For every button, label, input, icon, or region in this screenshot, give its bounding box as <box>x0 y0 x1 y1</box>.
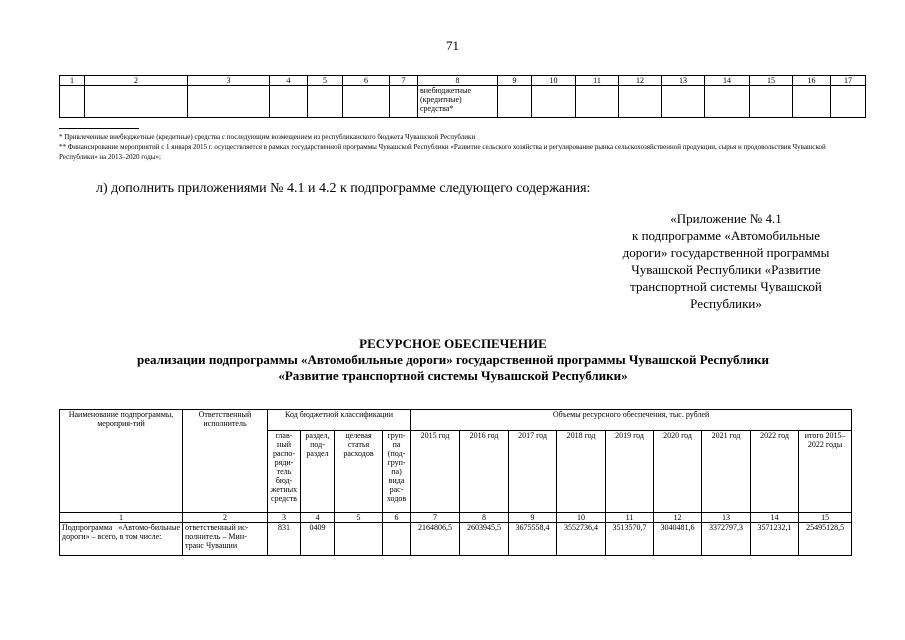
col-num: 9 <box>498 76 532 86</box>
header-volumes: Объемы ресурсного обеспечения, тыс. рублей <box>411 410 852 431</box>
header-total: итого 2015–2022 годы <box>799 431 852 513</box>
value-cell: 3372797,3 <box>702 523 751 556</box>
col-num: 7 <box>411 513 460 523</box>
document-heading <box>59 336 847 384</box>
col-num: 14 <box>751 513 799 523</box>
cell <box>85 86 188 118</box>
total-cell: 25495128,5 <box>799 523 852 556</box>
page-number: 71 <box>446 38 459 53</box>
appendix-line: транспортной системы Чувашской <box>630 279 822 294</box>
header-name: Наименование подпрограммы, мероприя-тий <box>60 410 183 513</box>
value-cell: 3040481,6 <box>654 523 702 556</box>
cell <box>619 86 662 118</box>
cell <box>343 86 390 118</box>
cell <box>308 86 343 118</box>
value-cell: 3513570,7 <box>606 523 654 556</box>
col-num: 14 <box>705 76 750 86</box>
cell <box>390 86 418 118</box>
cell <box>188 86 270 118</box>
appendix-line: дороги» государственной программы <box>622 245 830 260</box>
value-cell: 2164806,5 <box>411 523 460 556</box>
col-num: 15 <box>799 513 852 523</box>
col-num: 3 <box>268 513 301 523</box>
col-num: 13 <box>702 513 751 523</box>
col-num: 6 <box>383 513 411 523</box>
col-num: 2 <box>183 513 268 523</box>
header-razdel: раздел, под-раздел <box>301 431 335 513</box>
statya-cell <box>335 523 383 556</box>
col-num: 10 <box>557 513 606 523</box>
col-num: 17 <box>831 76 866 86</box>
col-num: 4 <box>301 513 335 523</box>
razdel-cell: 0409 <box>301 523 335 556</box>
col-num: 1 <box>60 76 85 86</box>
value-cell: 3552736,4 <box>557 523 606 556</box>
col-num: 10 <box>532 76 576 86</box>
appendix-line: к подпрограмме «Автомобильные <box>632 228 820 243</box>
subprogram-name-cell: Подпрограмма «Автомо-бильные дороги» – всего, в том числе: <box>60 523 183 556</box>
cell <box>705 86 750 118</box>
header-executor: Ответственный исполнитель <box>183 410 268 513</box>
col-num: 7 <box>390 76 418 86</box>
col-num: 6 <box>343 76 390 86</box>
appendix-line: Республики» <box>690 296 762 311</box>
header-year: 2017 год <box>509 431 557 513</box>
footnotes <box>59 132 849 162</box>
amendment-text: л) дополнить приложениями № 4.1 и 4.2 к подпрограмме следующего содержания: <box>96 181 591 196</box>
header-statya: целевая статья расходов <box>335 431 383 513</box>
header-year: 2019 год <box>606 431 654 513</box>
continuation-table <box>59 75 866 118</box>
header-year: 2018 год <box>557 431 606 513</box>
table-row <box>60 86 866 118</box>
col-num: 8 <box>460 513 509 523</box>
col-num: 16 <box>793 76 831 86</box>
col-num: 3 <box>188 76 270 86</box>
footnote: * Привлеченные внебюджетные (кредитные) средства с последующим возмещением из республиканского бюджета Чувашской Республики <box>59 133 476 141</box>
col-num: 2 <box>85 76 188 86</box>
header-year: 2021 год <box>702 431 751 513</box>
footnote-separator <box>59 128 139 129</box>
executor-cell: ответственный ис-полнитель – Мин-транс Чувашии <box>183 523 268 556</box>
col-num: 12 <box>619 76 662 86</box>
col-num: 1 <box>60 513 183 523</box>
col-num: 8 <box>418 76 498 86</box>
cell <box>60 86 85 118</box>
col-num: 12 <box>654 513 702 523</box>
header-glavny: глав-ный распо-ряди-тель бюд-жетных средств <box>268 431 301 513</box>
appendix-header <box>612 210 840 312</box>
cell <box>270 86 308 118</box>
cell <box>831 86 866 118</box>
cell <box>793 86 831 118</box>
col-num: 9 <box>509 513 557 523</box>
header-budget-code: Код бюджетной классификации <box>268 410 411 431</box>
col-num: 11 <box>606 513 654 523</box>
appendix-line: «Приложение № 4.1 <box>670 211 782 226</box>
col-num: 4 <box>270 76 308 86</box>
value-cell: 3571232,1 <box>751 523 799 556</box>
header-year: 2015 год <box>411 431 460 513</box>
glavny-cell: 831 <box>268 523 301 556</box>
column-number-row <box>60 513 852 523</box>
cell <box>750 86 793 118</box>
cell <box>498 86 532 118</box>
header-year: 2022 год <box>751 431 799 513</box>
value-cell: 3675558,4 <box>509 523 557 556</box>
col-num: 5 <box>308 76 343 86</box>
cell <box>576 86 619 118</box>
heading-subtitle: реализации подпрограммы «Автомобильные дороги» государственной программы Чувашской Республики <box>137 352 769 367</box>
funding-source-cell: внебюджетные (кредитные) средства* <box>418 86 498 118</box>
col-num: 5 <box>335 513 383 523</box>
resource-table <box>59 409 852 556</box>
col-num: 11 <box>576 76 619 86</box>
header-gruppa: груп-па (под-груп-па) вида рас-ходов <box>383 431 411 513</box>
column-number-row <box>60 76 866 86</box>
appendix-line: Чувашской Республики «Развитие <box>631 262 821 277</box>
table-row <box>60 523 852 556</box>
header-year: 2020 год <box>654 431 702 513</box>
col-num: 13 <box>662 76 705 86</box>
heading-title: РЕСУРСНОЕ ОБЕСПЕЧЕНИЕ <box>359 336 547 351</box>
header-year: 2016 год <box>460 431 509 513</box>
footnote: ** Финансирование мероприятий с 1 января 2015 г. осуществляется в рамках государственной программы Чувашской Республики «Развитие сельского хозяйства и регулирование рынка сельскохозяйственной продукции, сырья и продовольствия Чувашской Республики» на 2013–2020 годы»; <box>59 143 826 161</box>
col-num: 15 <box>750 76 793 86</box>
cell <box>532 86 576 118</box>
heading-subtitle: «Развитие транспортной системы Чувашской Республики» <box>278 368 628 383</box>
value-cell: 2603945,5 <box>460 523 509 556</box>
gruppa-cell <box>383 523 411 556</box>
header-row <box>60 410 852 431</box>
cell <box>662 86 705 118</box>
